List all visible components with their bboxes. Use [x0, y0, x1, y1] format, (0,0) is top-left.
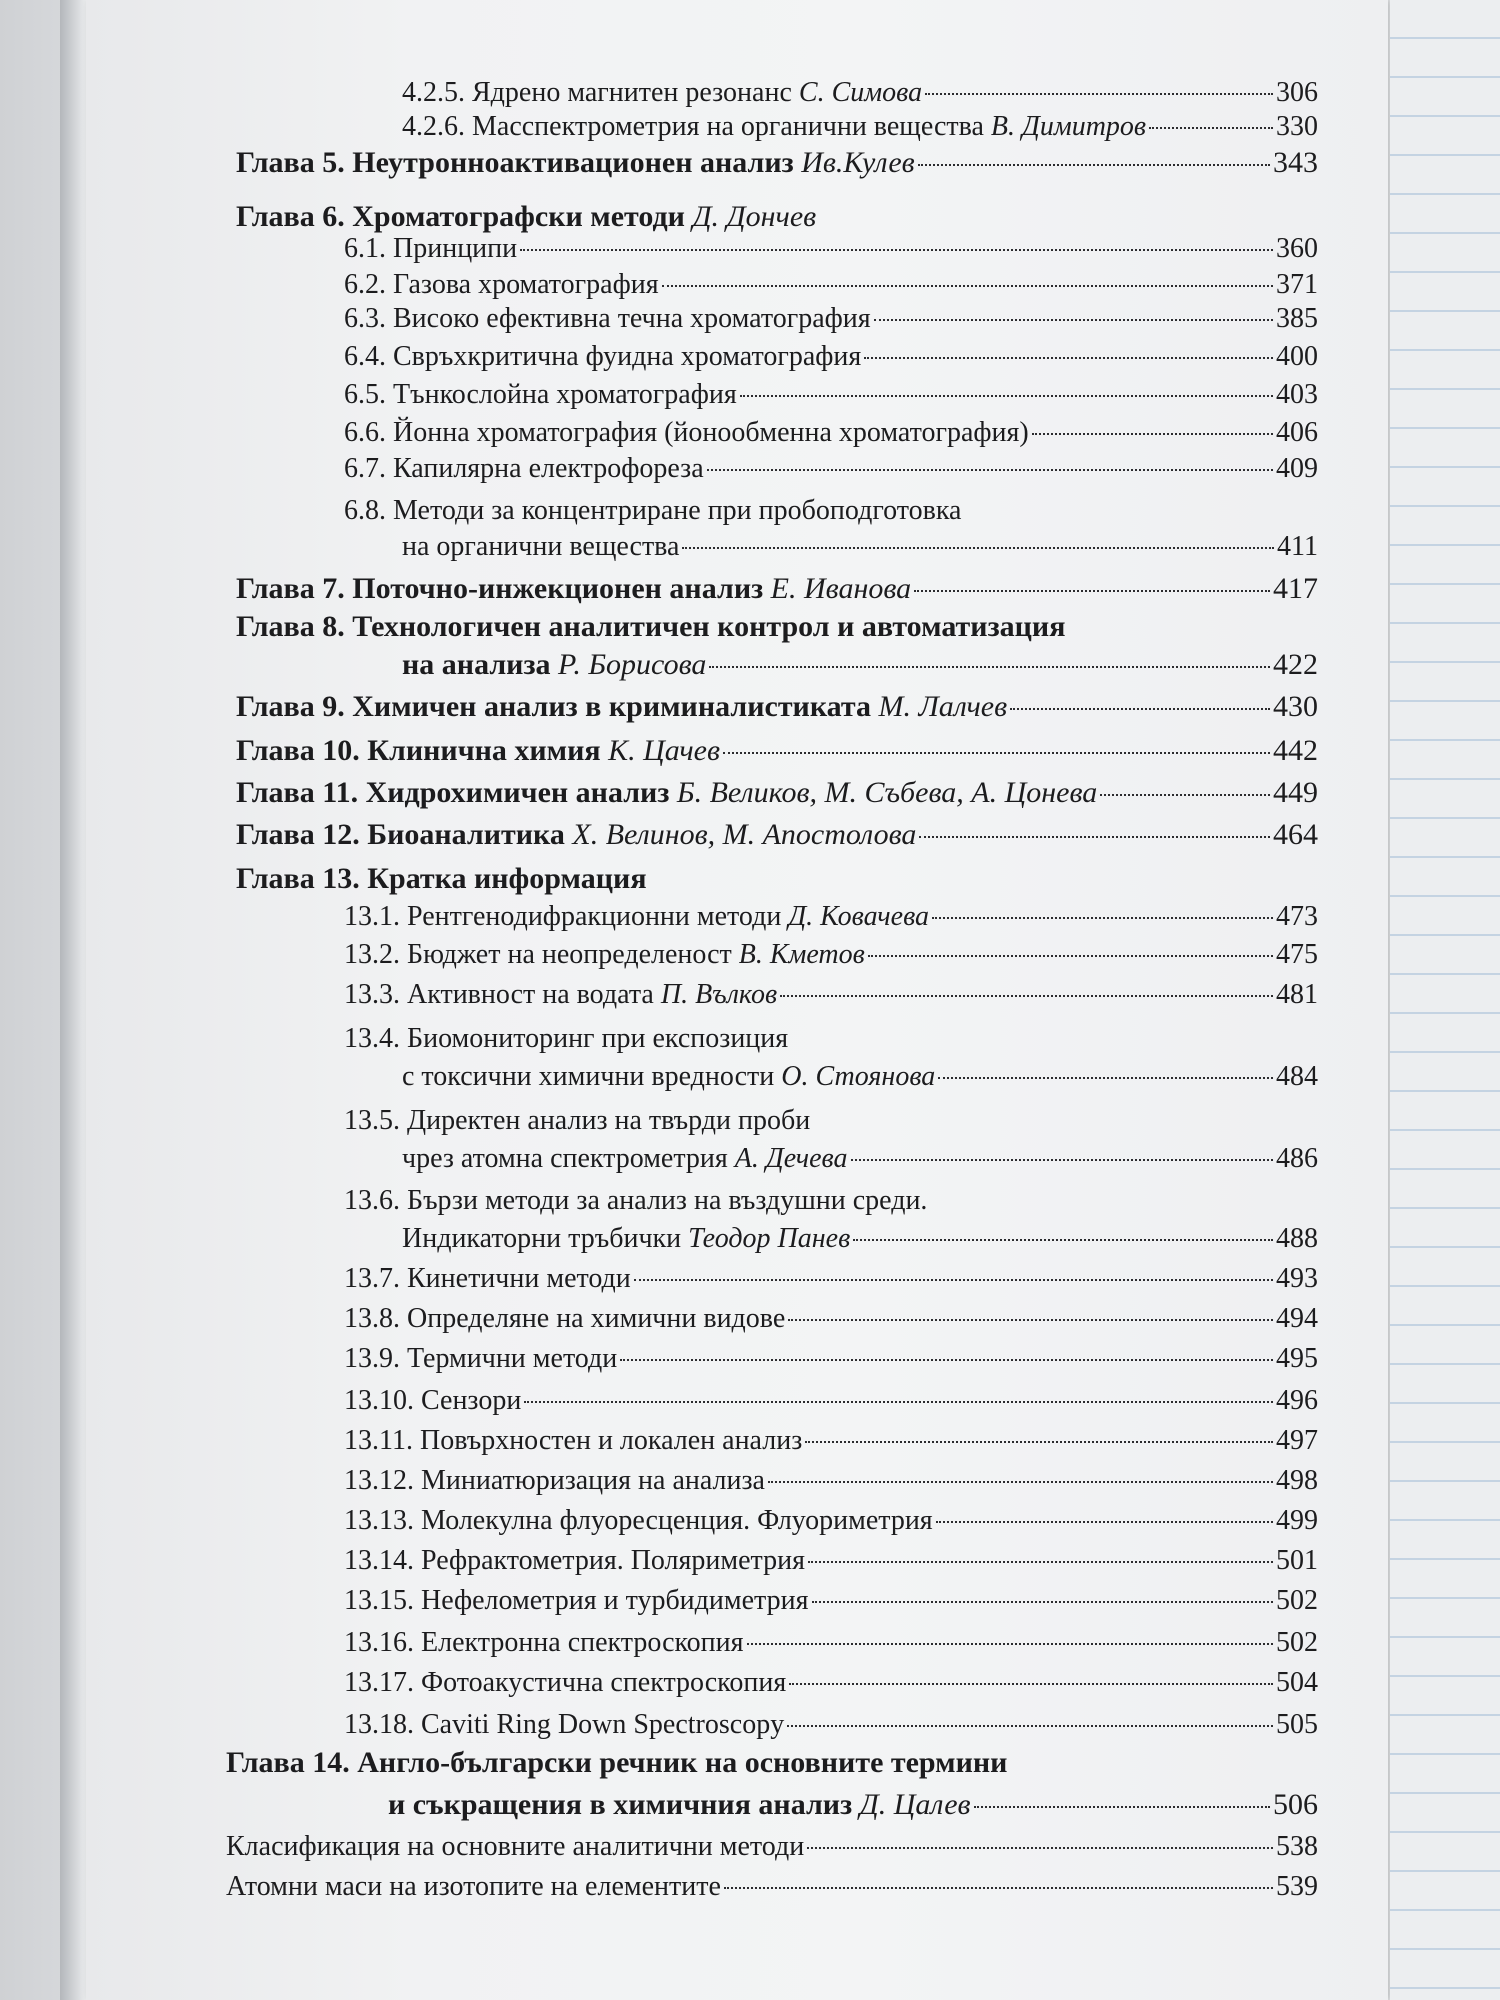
- toc-entry: [236, 734, 1318, 768]
- toc-entry: [236, 776, 1318, 810]
- toc-entry-number: Глава 6.: [236, 200, 345, 233]
- toc-page-number: 475: [1276, 939, 1318, 970]
- toc-entry-number: 6.2.: [344, 269, 386, 300]
- toc-entry-title: с токсични химични вредности: [402, 1061, 775, 1092]
- toc-page-number: 506: [1273, 1788, 1318, 1821]
- toc-entry-number: 6.3.: [344, 303, 386, 334]
- toc-entry-title: на анализа: [402, 648, 551, 681]
- dot-leader: [524, 1401, 1273, 1403]
- toc-page-number: 502: [1276, 1585, 1318, 1616]
- toc-entry-number: 13.17.: [344, 1667, 414, 1698]
- toc-entry: [226, 1746, 1318, 1780]
- toc-entry: [344, 1302, 1318, 1336]
- toc-entry-title: Масспектрометрия на органични вещества: [472, 111, 984, 142]
- toc-entry-title: Класификация на основните аналитични методи: [226, 1831, 805, 1862]
- dot-leader: [709, 666, 1270, 668]
- dot-leader: [974, 1806, 1270, 1808]
- dot-leader: [812, 1601, 1274, 1603]
- dot-leader: [868, 955, 1273, 957]
- toc-entry: [344, 1262, 1318, 1296]
- dot-leader: [740, 395, 1273, 397]
- toc-entry-title: Нефелометрия и турбидиметрия: [421, 1585, 809, 1616]
- toc-page-number: 430: [1273, 690, 1318, 723]
- toc-entry-title: Рентгенодифракционни методи: [407, 901, 782, 932]
- toc-page-number: 422: [1273, 648, 1318, 681]
- toc-entry-author: П. Вълков: [660, 979, 778, 1010]
- toc-page-number: 306: [1276, 77, 1318, 108]
- toc-page-number: 464: [1273, 818, 1318, 851]
- toc-page-number: 409: [1276, 453, 1318, 484]
- toc-entry: [344, 1104, 1318, 1138]
- toc-entry-title: Повърхностен и локален анализ: [419, 1425, 803, 1456]
- toc-entry-author: О. Стоянова: [781, 1061, 936, 1092]
- toc-page-number: 539: [1276, 1871, 1318, 1902]
- toc-entry: [236, 690, 1318, 724]
- toc-entry-author: Б. Великов, М. Събева, А. Цонева: [676, 776, 1098, 809]
- toc-entry-number: Глава 11.: [236, 776, 359, 809]
- toc-entry: [344, 1626, 1318, 1660]
- toc-entry-number: 4.2.6.: [402, 111, 465, 142]
- toc-entry-title: Ядрено магнитен резонанс: [472, 77, 792, 108]
- toc-entry: [344, 378, 1318, 412]
- toc-entry: [344, 978, 1318, 1012]
- dot-leader: [723, 752, 1270, 754]
- toc-entry-number: 13.6.: [344, 1185, 400, 1216]
- dot-leader: [788, 1319, 1273, 1321]
- toc-entry: [388, 1788, 1318, 1822]
- dot-leader: [520, 249, 1273, 251]
- toc-page-number: 499: [1276, 1505, 1318, 1536]
- toc-entry-number: 13.3.: [344, 979, 400, 1010]
- toc-entry-title: Кратка информация: [367, 862, 647, 895]
- toc-entry-author: В. Димитров: [990, 111, 1147, 142]
- toc-page-number: 417: [1273, 572, 1318, 605]
- toc-entry: [344, 900, 1318, 934]
- toc-entry-number: 13.9.: [344, 1343, 400, 1374]
- toc-page-number: 385: [1276, 303, 1318, 334]
- toc-entry-title: Клинична химия: [367, 734, 601, 767]
- toc-entry: [344, 452, 1318, 486]
- toc-entry-number: 6.8.: [344, 495, 386, 526]
- toc-entry-author: Д. Ковачева: [788, 901, 930, 932]
- toc-entry: [344, 1666, 1318, 1700]
- dot-leader: [938, 1077, 1273, 1079]
- toc-entry-number: Глава 7.: [236, 572, 345, 605]
- toc-page-number: 403: [1276, 379, 1318, 410]
- toc-entry-number: 6.6.: [344, 417, 386, 448]
- toc-entry-author: Х. Велинов, М. Апостолова: [572, 818, 917, 851]
- dot-leader: [914, 590, 1270, 592]
- toc-entry-title: Сензори: [421, 1385, 522, 1416]
- toc-entry-number: Глава 12.: [236, 818, 360, 851]
- toc-entry: [344, 1022, 1318, 1056]
- toc-entry-title: на органични вещества: [402, 531, 680, 562]
- toc-entry-title: Атомни маси на изотопите на елементите: [226, 1871, 721, 1902]
- dot-leader: [851, 1159, 1273, 1161]
- dot-leader: [724, 1887, 1273, 1889]
- toc-entry-title: Методи за концентриране при пробоподготовка: [393, 495, 962, 526]
- toc-entry: [344, 232, 1318, 266]
- toc-entry-title: Кинетични методи: [407, 1263, 631, 1294]
- toc-entry-title: Хидрохимичен анализ: [365, 776, 670, 809]
- toc-entry-title: Миниатюризация на анализа: [421, 1465, 765, 1496]
- toc-entry-author: Р. Борисова: [558, 648, 707, 681]
- toc-entry-number: 13.14.: [344, 1545, 414, 1576]
- toc-page-number: 442: [1273, 734, 1318, 767]
- toc-entry-title: Молекулна флуоресценция. Флуориметрия: [421, 1505, 933, 1536]
- toc-entry-title: Фотоакустична спектроскопия: [421, 1667, 787, 1698]
- dot-leader: [1149, 127, 1273, 129]
- toc-entry-number: 13.16.: [344, 1627, 414, 1658]
- toc-entry-number: 13.4.: [344, 1023, 400, 1054]
- dot-leader: [874, 319, 1273, 321]
- dot-leader: [789, 1683, 1273, 1685]
- toc-page-number: 449: [1273, 776, 1318, 809]
- toc-entry-author: С. Симова: [798, 77, 923, 108]
- toc-entry-title: Активност на водата: [407, 979, 654, 1010]
- dot-leader: [1010, 708, 1270, 710]
- dot-leader: [620, 1359, 1273, 1361]
- dot-leader: [919, 836, 1270, 838]
- toc-entry: [344, 268, 1318, 302]
- toc-entry-number: 6.1.: [344, 233, 386, 264]
- toc-entry: [344, 1464, 1318, 1498]
- toc-entry-author: Е. Иванова: [770, 572, 912, 605]
- toc-page-number: 497: [1276, 1425, 1318, 1456]
- toc-page-number: 496: [1276, 1385, 1318, 1416]
- toc-entry: [402, 530, 1318, 564]
- toc-page-number: 360: [1276, 233, 1318, 264]
- toc-entry: [236, 818, 1318, 852]
- dot-leader: [936, 1521, 1273, 1523]
- toc-entry-title: Принципи: [393, 233, 518, 264]
- toc-entry: [236, 572, 1318, 606]
- toc-entry-number: Глава 13.: [236, 862, 360, 895]
- toc-entry-number: 6.5.: [344, 379, 386, 410]
- toc-entry: [402, 110, 1318, 144]
- toc-entry-title: Газова хроматография: [393, 269, 659, 300]
- toc-entry-number: 13.18.: [344, 1709, 414, 1740]
- toc-entry: [344, 302, 1318, 336]
- toc-entry-title: Caviti Ring Down Spectroscopy: [421, 1709, 785, 1740]
- toc-entry: [226, 1870, 1318, 1904]
- toc-page-number: 495: [1276, 1343, 1318, 1374]
- toc-entry-number: 13.1.: [344, 901, 400, 932]
- toc-entry: [402, 1142, 1318, 1176]
- dot-leader: [747, 1643, 1273, 1645]
- toc-entry-author: А. Дечева: [734, 1143, 848, 1174]
- toc-entry: [344, 1504, 1318, 1538]
- dot-leader: [1100, 794, 1270, 796]
- toc-entry: [402, 1060, 1318, 1094]
- toc-page-number: 486: [1276, 1143, 1318, 1174]
- toc-entry-title: Директен анализ на твърди проби: [407, 1105, 811, 1136]
- toc-entry-title: Термични методи: [407, 1343, 618, 1374]
- toc-entry-title: Поточно-инжекционен анализ: [352, 572, 764, 605]
- toc-entry: [344, 938, 1318, 972]
- toc-entry: [344, 340, 1318, 374]
- toc-entry-title: Йонна хроматография (йонообменна хроматография): [393, 417, 1029, 448]
- toc-page-number: 494: [1276, 1303, 1318, 1334]
- toc-entry: [236, 200, 1000, 234]
- toc-entry-author: М. Лалчев: [878, 690, 1008, 723]
- toc-entry-number: 4.2.5.: [402, 77, 465, 108]
- toc-page-number: 501: [1276, 1545, 1318, 1576]
- dot-leader: [682, 547, 1274, 549]
- toc-entry-number: 13.10.: [344, 1385, 414, 1416]
- toc-page-number: 330: [1276, 111, 1318, 142]
- toc-entry-title: Капилярна електрофореза: [393, 453, 704, 484]
- toc-entry-number: Глава 14.: [226, 1746, 350, 1779]
- toc-entry-title: чрез атомна спектрометрия: [402, 1143, 728, 1174]
- toc-page-number: 411: [1277, 531, 1318, 562]
- toc-entry: [402, 1222, 1318, 1256]
- toc-entry-title: Високо ефективна течна хроматография: [393, 303, 871, 334]
- toc-entry: [236, 862, 1318, 896]
- toc-page-number: 481: [1276, 979, 1318, 1010]
- toc-entry-title: Определяне на химични видове: [407, 1303, 786, 1334]
- toc-entry: [236, 146, 1318, 180]
- dot-leader: [1032, 433, 1273, 435]
- toc-entry-title: Бюджет на неопределеност: [407, 939, 732, 970]
- toc-entry: [344, 1184, 1318, 1218]
- toc-entry-author: Д. Дончев: [692, 200, 817, 233]
- toc-page-number: 493: [1276, 1263, 1318, 1294]
- toc-page-number: 473: [1276, 901, 1318, 932]
- toc-entry-author: Д. Цалев: [859, 1788, 971, 1821]
- dot-leader: [662, 285, 1273, 287]
- dot-leader: [807, 1847, 1273, 1849]
- toc-page-number: 371: [1276, 269, 1318, 300]
- toc-entry-title: Технологичен аналитичен контрол и автоматизация: [352, 610, 1066, 643]
- toc-entry-title: Биоаналитика: [367, 818, 565, 851]
- toc-entry-number: 6.7.: [344, 453, 386, 484]
- toc-entry-number: 13.12.: [344, 1465, 414, 1496]
- toc-page-number: 502: [1276, 1627, 1318, 1658]
- toc-entry: [236, 610, 1318, 644]
- dot-leader: [634, 1279, 1273, 1281]
- toc-entry: [344, 416, 1318, 450]
- toc-entry-title: Бързи методи за анализ на въздушни среди.: [407, 1185, 928, 1216]
- toc-page-number: 538: [1276, 1831, 1318, 1862]
- toc-entry-title: Тънкослойна хроматография: [393, 379, 737, 410]
- toc-entry: [344, 1544, 1318, 1578]
- toc-entry: [344, 1384, 1318, 1418]
- toc-entry-title: Електронна спектроскопия: [421, 1627, 744, 1658]
- toc-entry-number: 6.4.: [344, 341, 386, 372]
- toc-entry-author: Теодор Панев: [688, 1223, 851, 1254]
- toc-entry-title: Неутронноактивационен анализ: [352, 146, 794, 179]
- dot-leader: [864, 357, 1273, 359]
- toc-entry-title: Свръхкритична фуидна хроматография: [393, 341, 862, 372]
- dot-leader: [925, 93, 1273, 95]
- dot-leader: [805, 1441, 1273, 1443]
- toc-entry-number: 13.2.: [344, 939, 400, 970]
- dot-leader: [932, 917, 1273, 919]
- toc-entry: [344, 1708, 1318, 1742]
- toc-entry-author: В. Кметов: [738, 939, 865, 970]
- toc-entry: [344, 494, 1300, 528]
- toc-entry: [402, 648, 1318, 682]
- toc-entry: [344, 1342, 1318, 1376]
- toc-entry-title: Хроматографски методи: [352, 200, 685, 233]
- toc-entry-title: Рефрактометрия. Поляриметрия: [421, 1545, 805, 1576]
- toc-page-number: 498: [1276, 1465, 1318, 1496]
- toc-entry-number: Глава 5.: [236, 146, 345, 179]
- dot-leader: [853, 1239, 1273, 1241]
- toc-page-number: 343: [1273, 146, 1318, 179]
- toc-entry-number: Глава 8.: [236, 610, 345, 643]
- toc-entry-author: Ив.Кулев: [801, 146, 915, 179]
- toc-entry-author: К. Цачев: [608, 734, 720, 767]
- toc-page-number: 406: [1276, 417, 1318, 448]
- toc-entry-title: Индикаторни тръбички: [402, 1223, 682, 1254]
- toc-entry-number: 13.11.: [344, 1425, 413, 1456]
- dot-leader: [707, 469, 1273, 471]
- toc-entry-number: Глава 9.: [236, 690, 345, 723]
- dot-leader: [768, 1481, 1273, 1483]
- toc-page-number: 505: [1276, 1709, 1318, 1740]
- dot-leader: [918, 164, 1270, 166]
- toc-entry: [344, 1584, 1318, 1618]
- toc-page-number: 488: [1276, 1223, 1318, 1254]
- toc-entry-number: 13.8.: [344, 1303, 400, 1334]
- toc-entry-number: 13.5.: [344, 1105, 400, 1136]
- toc-entry: [226, 1830, 1318, 1864]
- toc-entry-title: и съкращения в химичния анализ: [388, 1788, 853, 1821]
- toc-entry-number: 13.15.: [344, 1585, 414, 1616]
- toc-entry-title: Биомониторинг при експозиция: [407, 1023, 789, 1054]
- toc-entry-title: Химичен анализ в криминалистиката: [352, 690, 871, 723]
- dot-leader: [787, 1725, 1273, 1727]
- toc-entry-number: 13.7.: [344, 1263, 400, 1294]
- toc-entry: [402, 76, 1318, 110]
- toc-page-number: 400: [1276, 341, 1318, 372]
- toc-page-number: 504: [1276, 1667, 1318, 1698]
- toc-entry-number: Глава 10.: [236, 734, 360, 767]
- toc-entry-number: 13.13.: [344, 1505, 414, 1536]
- toc-entry: [344, 1424, 1318, 1458]
- dot-leader: [808, 1561, 1273, 1563]
- toc-entry-title: Англо-български речник на основните термини: [357, 1746, 1008, 1779]
- toc-page-number: 484: [1276, 1061, 1318, 1092]
- dot-leader: [780, 995, 1273, 997]
